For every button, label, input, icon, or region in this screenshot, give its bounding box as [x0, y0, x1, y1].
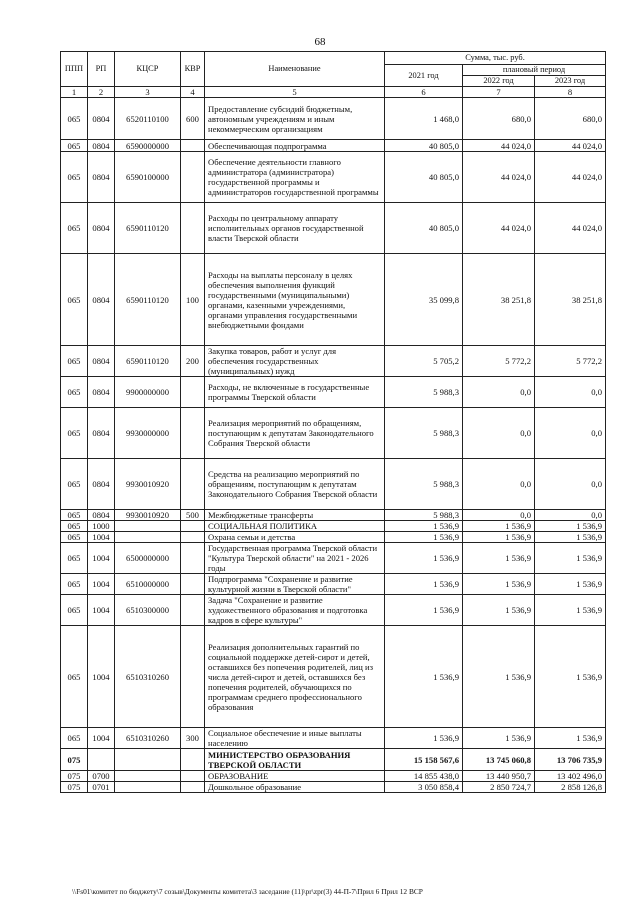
cell-ppp: 065	[61, 346, 88, 377]
cell-2021: 5 988,3	[385, 510, 463, 521]
cell-2021: 1 536,9	[385, 595, 463, 626]
cell-name: Обеспечивающая подпрограмма	[205, 140, 385, 152]
cell-kcsr	[115, 532, 181, 543]
cell-name: Реализация дополнительных гарантий по социальной поддержке детей-сирот и детей, оставшихся без попечения родителей, лиц из числа детей-сирот и детей, оставшихся без попечения родителей, обучающихся по программам среднего профессионального образования	[205, 626, 385, 728]
cell-kcsr: 9930010920	[115, 459, 181, 510]
cell-ppp: 065	[61, 98, 88, 140]
cell-2022: 44 024,0	[463, 203, 535, 254]
cell-ppp: 065	[61, 510, 88, 521]
table-row	[61, 626, 606, 728]
cell-rp: 0804	[88, 140, 115, 152]
cell-kcsr: 6510310260	[115, 728, 181, 749]
cell-name: Подпрограмма "Сохранение и развитие культурной жизни в Тверской области"	[205, 574, 385, 595]
cell-2023: 1 536,9	[535, 532, 606, 543]
cell-kvr	[181, 543, 205, 574]
table-row	[61, 140, 606, 152]
table-row	[61, 543, 606, 574]
cell-kvr	[181, 203, 205, 254]
cell-ppp: 065	[61, 203, 88, 254]
cell-name: Закупка товаров, работ и услуг для обеспечения государственных (муниципальных) нужд	[205, 346, 385, 377]
index-cell: 2	[88, 87, 115, 98]
cell-2023: 44 024,0	[535, 203, 606, 254]
cell-2021: 5 988,3	[385, 459, 463, 510]
cell-2022: 38 251,8	[463, 254, 535, 346]
cell-2021: 1 536,9	[385, 521, 463, 532]
cell-2021: 14 855 438,0	[385, 771, 463, 782]
cell-2023: 44 024,0	[535, 152, 606, 203]
cell-2022: 1 536,9	[463, 521, 535, 532]
cell-ppp: 065	[61, 595, 88, 626]
cell-kcsr: 6510000000	[115, 574, 181, 595]
index-cell: 7	[463, 87, 535, 98]
cell-rp: 0804	[88, 98, 115, 140]
cell-name: МИНИСТЕРСТВО ОБРАЗОВАНИЯ ТВЕРСКОЙ ОБЛАСТИ	[205, 749, 385, 771]
cell-rp: 1000	[88, 521, 115, 532]
cell-2021: 1 536,9	[385, 626, 463, 728]
cell-2023: 1 536,9	[535, 626, 606, 728]
table-row	[61, 377, 606, 408]
cell-2023: 5 772,2	[535, 346, 606, 377]
cell-name: Расходы, не включенные в государственные программы Тверской области	[205, 377, 385, 408]
cell-rp: 0804	[88, 346, 115, 377]
cell-rp: 0701	[88, 782, 115, 793]
cell-name: Реализация мероприятий по обращениям, поступающим к депутатам Законодательного Собрания Тверской области	[205, 408, 385, 459]
cell-kcsr: 6510310260	[115, 626, 181, 728]
page-number: 68	[314, 36, 326, 48]
cell-name: Расходы на выплаты персоналу в целях обеспечения выполнения функций государственными (муниципальными) органами, казенными учреждениями, органами управления государственными внебюджетными фондами	[205, 254, 385, 346]
cell-2021: 5 988,3	[385, 408, 463, 459]
cell-2022: 13 745 060,8	[463, 749, 535, 771]
col-header-name: Наименование	[205, 52, 385, 87]
cell-kvr	[181, 626, 205, 728]
cell-kvr: 500	[181, 510, 205, 521]
cell-kvr: 200	[181, 346, 205, 377]
cell-name: Межбюджетные трансферты	[205, 510, 385, 521]
cell-2022: 5 772,2	[463, 346, 535, 377]
cell-kcsr: 9900000000	[115, 377, 181, 408]
cell-2022: 680,0	[463, 98, 535, 140]
cell-2023: 1 536,9	[535, 728, 606, 749]
cell-name: Дошкольное образование	[205, 782, 385, 793]
cell-rp: 0804	[88, 203, 115, 254]
cell-kcsr: 9930010920	[115, 510, 181, 521]
cell-2021: 15 158 567,6	[385, 749, 463, 771]
cell-2021: 35 099,8	[385, 254, 463, 346]
cell-name: Охрана семьи и детства	[205, 532, 385, 543]
cell-2021: 1 536,9	[385, 728, 463, 749]
cell-kcsr: 6510300000	[115, 595, 181, 626]
col-header-kvr: КВР	[181, 52, 205, 87]
cell-2022: 13 440 950,7	[463, 771, 535, 782]
cell-2023: 1 536,9	[535, 595, 606, 626]
cell-name: Государственная программа Тверской области "Культура Тверской области" на 2021 - 2026 годы	[205, 543, 385, 574]
cell-2022: 1 536,9	[463, 574, 535, 595]
cell-rp: 0804	[88, 510, 115, 521]
cell-name: Средства на реализацию мероприятий по обращениям, поступающим к депутатам Законодательного Собрания Тверской области	[205, 459, 385, 510]
cell-kvr	[181, 532, 205, 543]
cell-2023: 1 536,9	[535, 543, 606, 574]
cell-2023: 1 536,9	[535, 574, 606, 595]
cell-name: Задача "Сохранение и развитие художественного образования и подготовка кадров в сфере культуры"	[205, 595, 385, 626]
cell-2022: 0,0	[463, 459, 535, 510]
cell-kcsr: 9930000000	[115, 408, 181, 459]
cell-name: Обеспечение деятельности главного администратора (администратора) государственной программы и администраторов государственной программы	[205, 152, 385, 203]
cell-ppp: 075	[61, 782, 88, 793]
cell-2021: 5 988,3	[385, 377, 463, 408]
table-row	[61, 728, 606, 749]
cell-kvr	[181, 595, 205, 626]
cell-kvr	[181, 459, 205, 510]
col-header-sum: Сумма, тыс. руб.	[385, 52, 606, 65]
table-row	[61, 98, 606, 140]
cell-ppp: 065	[61, 728, 88, 749]
cell-ppp: 075	[61, 749, 88, 771]
cell-ppp: 075	[61, 771, 88, 782]
index-cell: 4	[181, 87, 205, 98]
cell-rp: 1004	[88, 728, 115, 749]
col-header-2022: 2022 год	[463, 76, 535, 87]
table-row	[61, 346, 606, 377]
col-header-kcsr: КЦСР	[115, 52, 181, 87]
cell-2022: 1 536,9	[463, 595, 535, 626]
cell-2021: 40 805,0	[385, 152, 463, 203]
cell-2021: 40 805,0	[385, 140, 463, 152]
table-row	[61, 595, 606, 626]
cell-kvr: 600	[181, 98, 205, 140]
cell-rp: 1004	[88, 595, 115, 626]
cell-ppp: 065	[61, 574, 88, 595]
col-header-ppp: ППП	[61, 52, 88, 87]
cell-rp: 0804	[88, 254, 115, 346]
cell-2022: 1 536,9	[463, 728, 535, 749]
table-row	[61, 521, 606, 532]
cell-2023: 1 536,9	[535, 521, 606, 532]
table-row	[61, 203, 606, 254]
cell-ppp: 065	[61, 521, 88, 532]
cell-name: Социальное обеспечение и иные выплаты населению	[205, 728, 385, 749]
cell-ppp: 065	[61, 152, 88, 203]
cell-kcsr: 6590100000	[115, 152, 181, 203]
cell-kvr	[181, 408, 205, 459]
cell-rp: 1004	[88, 543, 115, 574]
col-header-planned: плановый период	[463, 65, 606, 76]
cell-2022: 0,0	[463, 510, 535, 521]
cell-kvr	[181, 574, 205, 595]
cell-ppp: 065	[61, 543, 88, 574]
cell-ppp: 065	[61, 408, 88, 459]
cell-rp: 0804	[88, 152, 115, 203]
table-row	[61, 532, 606, 543]
cell-2023: 0,0	[535, 510, 606, 521]
cell-ppp: 065	[61, 459, 88, 510]
cell-ppp: 065	[61, 377, 88, 408]
table-row	[61, 254, 606, 346]
cell-kvr	[181, 749, 205, 771]
cell-kvr: 100	[181, 254, 205, 346]
cell-ppp: 065	[61, 254, 88, 346]
cell-kvr: 300	[181, 728, 205, 749]
cell-kcsr: 6590110120	[115, 346, 181, 377]
table-row	[61, 408, 606, 459]
index-cell: 6	[385, 87, 463, 98]
cell-kcsr: 6520110100	[115, 98, 181, 140]
cell-kcsr: 6590000000	[115, 140, 181, 152]
index-cell: 1	[61, 87, 88, 98]
file-path-footer: \\Fs01\комитет по бюджету\7 созыв\Документы комитета\3 заседание (11)\pr\zpr(3) 44-П-7\Прил 6 Прил 12 ВСР	[72, 887, 423, 896]
cell-2023: 0,0	[535, 408, 606, 459]
table-row	[61, 749, 606, 771]
cell-kcsr	[115, 782, 181, 793]
cell-2022: 44 024,0	[463, 140, 535, 152]
cell-name: ОБРАЗОВАНИЕ	[205, 771, 385, 782]
cell-2022: 1 536,9	[463, 626, 535, 728]
cell-kcsr: 6500000000	[115, 543, 181, 574]
cell-ppp: 065	[61, 140, 88, 152]
cell-kcsr	[115, 771, 181, 782]
cell-rp: 1004	[88, 626, 115, 728]
index-cell: 3	[115, 87, 181, 98]
cell-2023: 2 858 126,8	[535, 782, 606, 793]
cell-2023: 38 251,8	[535, 254, 606, 346]
table-row	[61, 152, 606, 203]
col-header-2021: 2021 год	[385, 65, 463, 87]
table-row	[61, 574, 606, 595]
cell-name: Предоставление субсидий бюджетным, автономным учреждениям и иным некоммерческим организациям	[205, 98, 385, 140]
cell-2021: 1 536,9	[385, 543, 463, 574]
cell-name: СОЦИАЛЬНАЯ ПОЛИТИКА	[205, 521, 385, 532]
cell-2021: 5 705,2	[385, 346, 463, 377]
cell-2023: 13 706 735,9	[535, 749, 606, 771]
cell-kvr	[181, 521, 205, 532]
cell-2022: 44 024,0	[463, 152, 535, 203]
cell-rp: 0700	[88, 771, 115, 782]
cell-2023: 0,0	[535, 459, 606, 510]
col-header-2023: 2023 год	[535, 76, 606, 87]
cell-kcsr: 6590110120	[115, 203, 181, 254]
cell-kvr	[181, 782, 205, 793]
cell-2022: 0,0	[463, 408, 535, 459]
cell-2021: 1 536,9	[385, 574, 463, 595]
cell-rp: 1004	[88, 532, 115, 543]
cell-2023: 0,0	[535, 377, 606, 408]
cell-rp: 0804	[88, 408, 115, 459]
cell-ppp: 065	[61, 626, 88, 728]
table-row	[61, 459, 606, 510]
cell-2021: 1 468,0	[385, 98, 463, 140]
cell-kvr	[181, 771, 205, 782]
cell-2022: 0,0	[463, 377, 535, 408]
cell-rp: 0804	[88, 377, 115, 408]
cell-2022: 2 850 724,7	[463, 782, 535, 793]
cell-rp	[88, 749, 115, 771]
cell-kvr	[181, 377, 205, 408]
cell-rp: 1004	[88, 574, 115, 595]
cell-kvr	[181, 140, 205, 152]
cell-2023: 44 024,0	[535, 140, 606, 152]
cell-2021: 1 536,9	[385, 532, 463, 543]
cell-2022: 1 536,9	[463, 532, 535, 543]
table-row	[61, 510, 606, 521]
table-row	[61, 782, 606, 793]
cell-kvr	[181, 152, 205, 203]
index-cell: 8	[535, 87, 606, 98]
cell-name: Расходы по центральному аппарату исполнительных органов государственной власти Тверской области	[205, 203, 385, 254]
table-row	[61, 771, 606, 782]
cell-kcsr: 6590110120	[115, 254, 181, 346]
cell-2022: 1 536,9	[463, 543, 535, 574]
index-cell: 5	[205, 87, 385, 98]
cell-2023: 13 402 496,0	[535, 771, 606, 782]
cell-kcsr	[115, 749, 181, 771]
cell-kcsr	[115, 521, 181, 532]
col-header-rp: РП	[88, 52, 115, 87]
budget-table	[60, 51, 606, 793]
cell-rp: 0804	[88, 459, 115, 510]
cell-ppp: 065	[61, 532, 88, 543]
cell-2021: 40 805,0	[385, 203, 463, 254]
cell-2023: 680,0	[535, 98, 606, 140]
cell-2021: 3 050 858,4	[385, 782, 463, 793]
